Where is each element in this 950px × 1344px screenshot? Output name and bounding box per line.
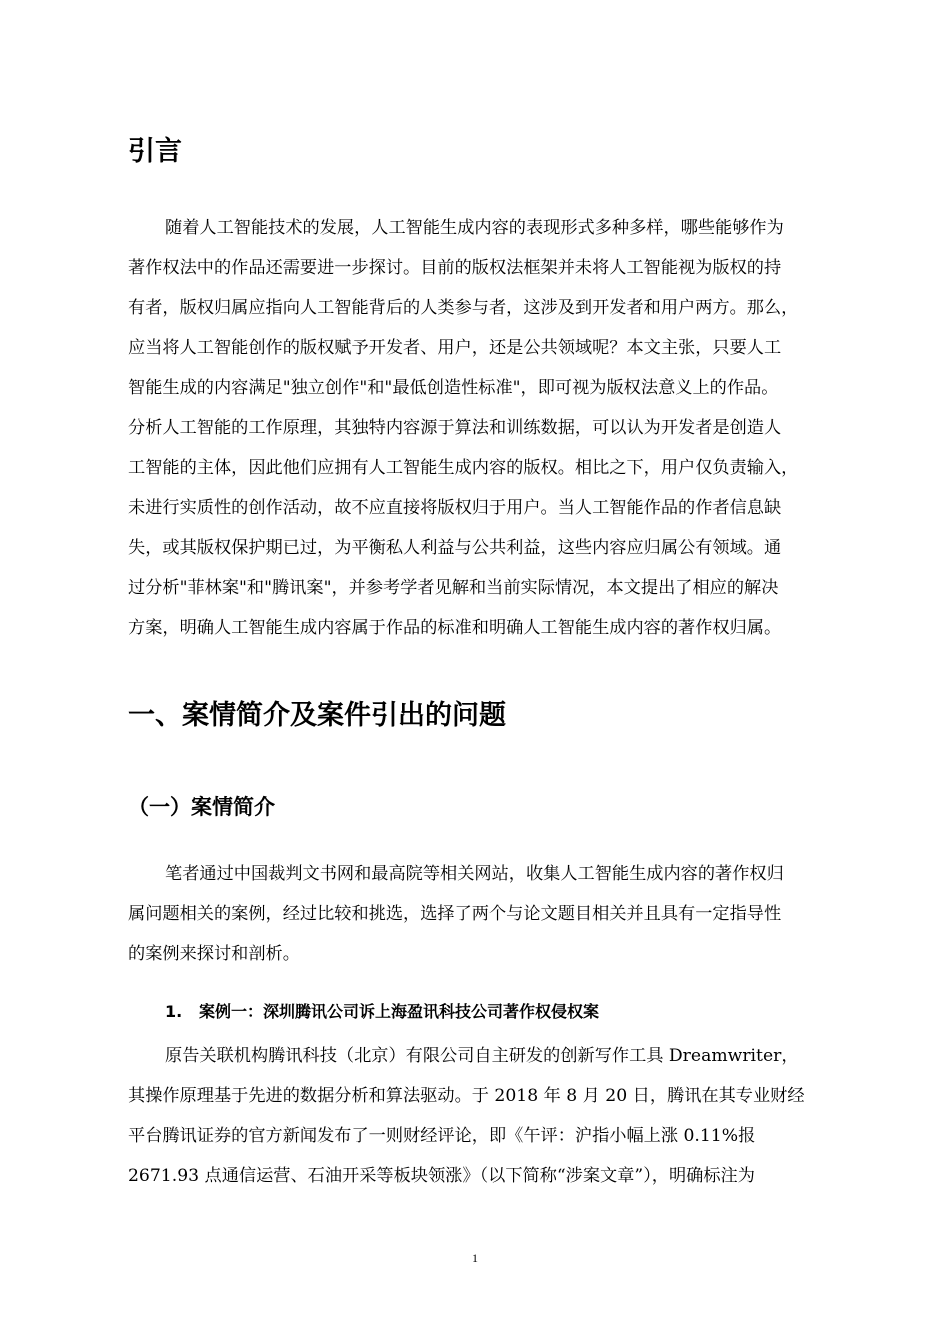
paragraph-line: 2671.93 点通信运营、石油开采等板块领涨》（以下简称“涉案文章”），明确标注为 <box>128 1166 755 1186</box>
case-number: 1. <box>165 1002 183 1021</box>
paragraph-line: 属问题相关的案例，经过比较和挑选，选择了两个与论文题目相关并且具有一定指导性 <box>128 904 782 924</box>
page-number: 1 <box>472 1251 478 1265</box>
paragraph-line: 其操作原理基于先进的数据分析和算法驱动。于 2018 年 8 月 20 日，腾讯在其专业财经 <box>128 1086 805 1106</box>
paragraph-line: 有者，版权归属应指向人工智能背后的人类参与者，这涉及到开发者和用户两方。那么， <box>128 298 799 318</box>
paragraph-line: 原告关联机构腾讯科技（北京）有限公司自主研发的创新写作工具 Dreamwriter， <box>165 1046 799 1066</box>
case-intro-paragraph <box>128 854 856 974</box>
paragraph-line: 智能生成的内容满足"独立创作"和"最低创造性标准"，即可视为版权法意义上的作品。 <box>128 378 779 398</box>
paragraph-line: 失，或其版权保护期已过，为平衡私人利益与公共利益，这些内容应归属公有领域。通 <box>128 538 782 558</box>
case-title: 案例一：深圳腾讯公司诉上海盈讯科技公司著作权侵权案 <box>199 1002 600 1021</box>
paragraph-line: 过分析"菲林案"和"腾讯案"，并参考学者见解和当前实际情况，本文提出了相应的解决 <box>128 578 779 598</box>
paragraph-line: 应当将人工智能创作的版权赋予开发者、用户，还是公共领域呢？本文主张，只要人工 <box>128 338 782 358</box>
section-heading: 一、案情简介及案件引出的问题 <box>128 700 506 731</box>
paragraph-line: 随着人工智能技术的发展，人工智能生成内容的表现形式多种多样，哪些能够作为 <box>165 218 784 238</box>
paragraph-line: 方案，明确人工智能生成内容属于作品的标准和明确人工智能生成内容的著作权归属。 <box>128 618 782 638</box>
paragraph-line: 平台腾讯证券的官方新闻发布了一则财经评论，即《午评：沪指小幅上涨 0.11%报 <box>128 1126 756 1146</box>
paragraph-line: 著作权法中的作品还需要进一步探讨。目前的版权法框架并未将人工智能视为版权的持 <box>128 258 782 278</box>
paragraph-line: 工智能的主体，因此他们应拥有人工智能生成内容的版权。相比之下，用户仅负责输入， <box>128 458 799 478</box>
paragraph-line: 笔者通过中国裁判文书网和最高院等相关网站，收集人工智能生成内容的著作权归 <box>165 864 784 884</box>
paragraph-line: 分析人工智能的工作原理，其独特内容源于算法和训练数据，可以认为开发者是创造人 <box>128 418 782 438</box>
subsection-heading: （一）案情简介 <box>128 795 275 819</box>
paragraph-line: 未进行实质性的创作活动，故不应直接将版权归于用户。当人工智能作品的作者信息缺 <box>128 498 782 518</box>
case-heading <box>165 1000 599 1024</box>
intro-heading: 引言 <box>128 136 182 167</box>
paragraph-line: 的案例来探讨和剖析。 <box>128 944 300 964</box>
intro-paragraph <box>128 208 856 648</box>
case-paragraph <box>128 1036 856 1196</box>
